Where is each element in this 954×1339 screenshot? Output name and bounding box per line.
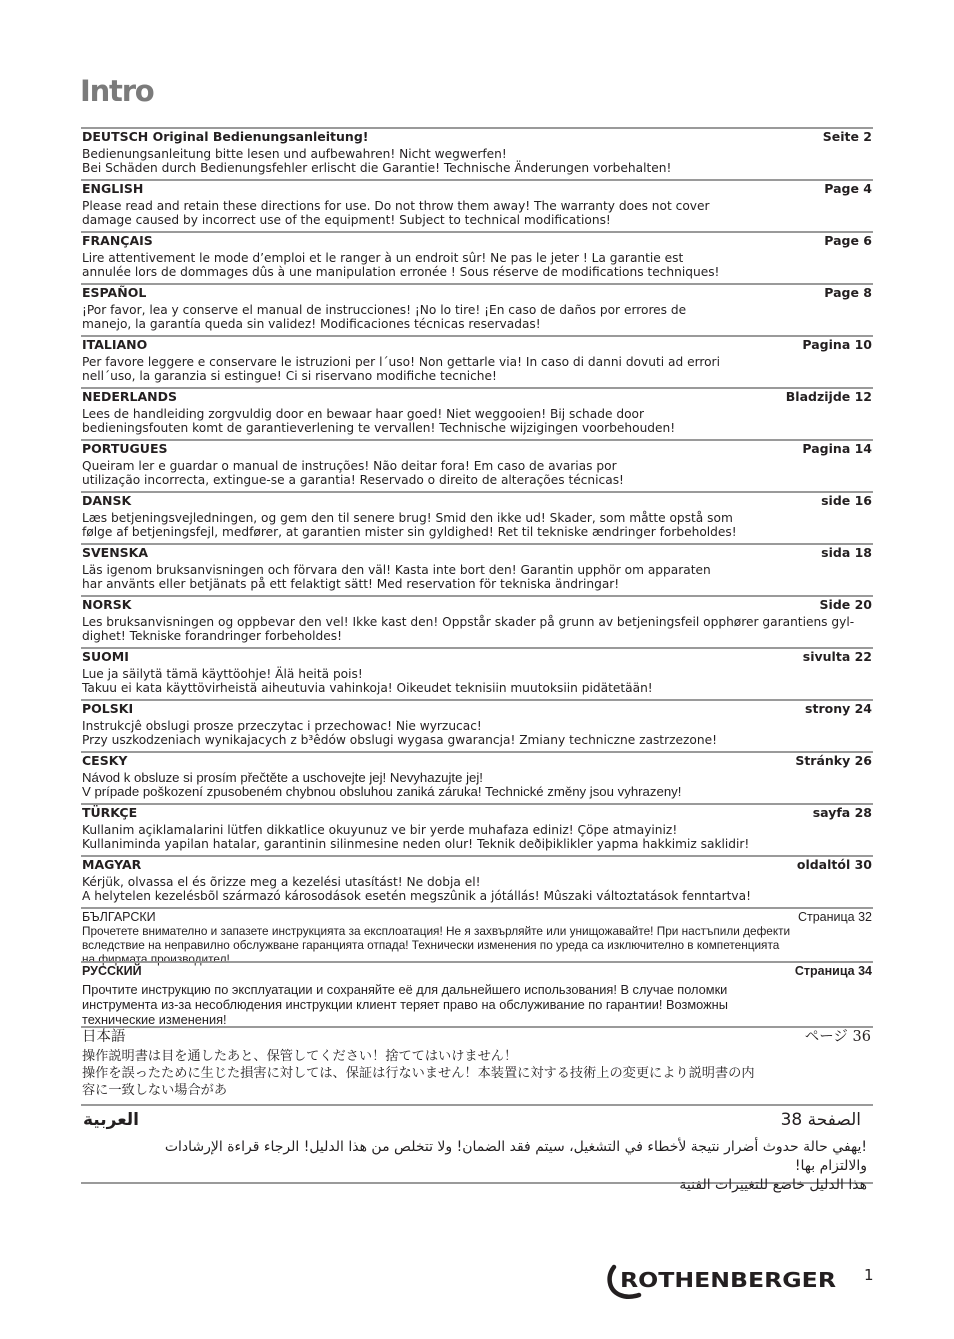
section-text [82,511,842,539]
section-text [82,719,842,747]
language-sections [81,127,873,1193]
text-line: V prípade poškození zpusobeném chybnou obsluhou zaniká záruka! Technické změny jsou vyhrazeny! [82,784,682,799]
section-text [82,875,842,903]
text-line: Kérjük, olvassa el és õrizze meg a kezelési utasítást! Ne dobja el! [82,875,481,889]
section-svenska [81,543,873,595]
section-espanol [81,283,873,335]
text-line: manejo, la garantía queda sin validez! Modificaciones técnicas reservadas! [82,317,541,331]
page-reference: side 16 [821,493,872,508]
text-line: Bei Schäden durch Bedienungsfehler erlischt die Garantie! Technische Änderungen vorbehalten! [82,161,672,175]
section-polski [81,699,873,751]
text-line: har använts eller betjänats på ett felaktigt sätt! Med reservation för tekniska ändringar! [82,577,620,591]
language-name: TÜRKÇE [82,805,138,820]
text-line: bedieningsfouten komt de garantieverlening te vervallen! Technische wijzigingen voorbehouden! [82,421,676,435]
section-text [82,667,842,695]
language-name: PORTUGUES [82,441,168,456]
text-line: annulée lors de dommages dûs à une manipulation erronée ! Sous réserve de modifications techniques! [82,265,720,279]
text-line: Læs betjeningsvejledningen, og gem den til senere brug! Smid den ikke ud! Skader, som måtte opstå som [82,511,733,525]
language-name: 日本語 [82,1029,126,1045]
text-line: инструмента из-за несоблюдения инструкции клиент теряет право на обслуживание по гарантии! Возможны [82,997,728,1012]
text-line: ¡Por favor, lea y conserve el manual de instrucciones! ¡No lo tire! ¡En caso de daños por errores de [82,303,687,317]
section-text [82,982,822,1027]
text-line: 操作を誤ったために生じた損害に対しては、保証は行ないません！本装置に対する技術上の変更により説明書の内 [82,1066,755,1081]
text-line: Les bruksanvisningen og oppbevar den vel! Ikke kast den! Oppstår skader på grunn av betjeningsfeil opphører garantiens gyl- [82,615,855,629]
text-line: nell´uso, la garanzia si estingue! Ci si riservano modifiche tecniche! [82,369,497,383]
text-line: Przy uszkodzeniach wynikajacych z b³êdów obslugi wygasa gwarancja! Zmiany techniczne zastrzezone! [82,733,717,747]
section-text [82,355,842,383]
section-dansk [81,491,873,543]
page-reference: Страница 32 [797,910,872,924]
section-text [82,199,842,227]
language-name: ESPAÑOL [82,285,147,300]
text-line: Прочетете внимателно и запазете инструкцията за експлоатация! Не я захвърляйте или унищожавайте! При настъпили дефекти [82,924,791,938]
section-text [82,615,855,643]
section-text [82,303,842,331]
section-arabic [81,1104,873,1193]
language-name: CESKY [82,753,128,768]
section-text [82,251,842,279]
text-line: Прочтите инструкцию по эксплуатации и сохраняйте её для дальнейшего использования! В случае поломки [82,982,728,997]
page-reference: Seite 2 [822,129,872,144]
language-name: NORSK [82,597,132,612]
language-name: DANSK [82,493,132,508]
page-number: 1 [864,1266,874,1284]
page-reference: strony 24 [805,701,872,716]
text-line: Per favore leggere e conservare le istruzioni per l´uso! Non gettarle via! In caso di danni dovuti ad errori [82,355,720,369]
section-bulgarian [81,907,873,966]
section-nederlands [81,387,873,439]
language-name: SVENSKA [82,545,149,560]
page-title: Intro [80,74,154,108]
section-magyar [81,855,873,907]
text-line: 操作説明書は目を通したあと、保管してください！捨ててはいけません！ [82,1049,518,1064]
section-italiano [81,335,873,387]
section-text [82,771,842,799]
text-line: هذا الدليل خاضع للتغييرات الفنية [679,1177,867,1193]
text-line: технические изменения! [82,1012,227,1027]
page-reference: Page 4 [824,181,872,196]
section-text [121,1138,867,1195]
text-line: Läs igenom bruksanvisningen och förvara den väl! Kasta inte bort den! Garantin upphör om apparaten [82,563,711,577]
section-english [81,179,873,231]
section-text [82,1048,872,1099]
page-reference: Page 8 [824,285,872,300]
language-name: FRANÇAIS [82,233,153,248]
logo-wordmark: ROTHENBERGER [620,1268,837,1292]
text-line: Lue ja säilytä tämä käyttöohje! Älä heitä pois! [82,667,363,681]
language-name: БЪЛГАРСКИ [82,910,156,924]
text-line: utilização incorrecta, extingue-se a garantia! Reservado o direito de alterações técnicas! [82,473,624,487]
language-name: MAGYAR [82,857,142,872]
section-deutsch [81,127,873,179]
text-line: Lire attentivement le mode d’emploi et le ranger à un endroit sûr! Ne pas le jeter ! La garantie est [82,251,684,265]
page-reference: Stránky 26 [795,753,872,768]
section-francais [81,231,873,283]
section-text [82,924,872,966]
language-name: РУССКИЙ [82,964,142,978]
text-line: Instrukcjê obslugi prosze przeczytac i przechowac! Nie wyrzucac! [82,719,482,733]
page-reference: sida 18 [821,545,872,560]
rothenberger-logo [606,1262,842,1302]
text-line: Please read and retain these directions for use. Do not throw them away! The warranty does not cover [82,199,710,213]
text-line: Takuu ei kata käyttövirheistä aiheutuvia vahinkoja! Oikeudet teknisiin muutoksiin pidätetään! [82,681,653,695]
section-suomi [81,647,873,699]
section-text [82,459,842,487]
language-name: ITALIANO [82,337,148,352]
language-name: POLSKI [82,701,134,716]
language-name: العربية [83,1110,140,1130]
text-line: !يهفي حالة حدوث أضرار نتيجة لأخطاء في التشغيل، سيتم فقد الضمان! ولا تتخلص من هذا الدليل! الرجاء قراءة الإرشادات والالتزام بها! [164,1139,867,1174]
text-line: damage caused by incorrect use of the equipment! Subject to technical modifications! [82,213,611,227]
text-line: dighet! Tekniske forandringer forbeholdes! [82,629,342,643]
text-line: A helytelen kezelésbõl származó károsodások esetén megszûnik a jótállás! Mûszaki változtatások fenntartva! [82,889,752,903]
section-turkce [81,803,873,855]
section-cesky [81,751,873,803]
page-reference: oldaltól 30 [796,857,872,872]
section-text [82,823,842,851]
language-name: NEDERLANDS [82,389,178,404]
section-portugues [81,439,873,491]
text-line: følge af betjeningsfejl, medfører, at garantien mister sin gyldighed! Ret til tekniske ændringer forbeholdes! [82,525,737,539]
section-russian [81,961,873,1026]
page-reference: Bladzijde 12 [785,389,872,404]
text-line: Queiram ler e guardar o manual de instruções! Não deitar fora! Em caso de avarias por [82,459,617,473]
text-line: Bedienungsanleitung bitte lesen und aufbewahren! Nicht wegwerfen! [82,147,507,161]
page-reference: الصفحة 38 [780,1110,861,1130]
page-reference: Page 6 [824,233,872,248]
page-reference: sayfa 28 [812,805,872,820]
page-reference: Pagina 14 [802,441,872,456]
text-line: Návod k obsluze si prosím přečtěte a uschovejte jej! Nevyhazujte jej! [82,770,483,785]
page-reference: Pagina 10 [802,337,872,352]
section-text [82,563,842,591]
text-line: Lees de handleiding zorgvuldig door en bewaar haar goed! Niet weggooien! Bij schade door [82,407,645,421]
section-text [82,407,842,435]
page-reference: sivulta 22 [802,649,872,664]
text-line: на фирмата производител! [82,952,230,966]
text-line: Kullaniminda yapilan hatalar, garantinin silinmesine neden olur! Teknik deðiþiklikler yapma hakkimiz saklidir! [82,837,750,851]
text-line: вследствие на неправилно обслужване гаранцията отпада! Технически изменения по уреда са изключително в компетенцията [82,938,780,952]
page-reference: Side 20 [819,597,872,612]
language-name: ENGLISH [82,181,144,196]
language-name: DEUTSCH Original Bedienungsanleitung! [82,129,369,144]
page-reference: Страница 34 [794,964,872,978]
page-reference: ページ 36 [804,1029,871,1045]
section-japanese [81,1026,873,1104]
language-name: SUOMI [82,649,129,664]
text-line: 容に一致しない場合があ [82,1083,228,1098]
section-norsk [81,595,873,647]
text-line: Kullanim açiklamalarini lütfen dikkatlice okuyunuz ve bir yerde muhafaza ediniz! Çöpe atmayiniz! [82,823,678,837]
section-text [82,147,842,175]
